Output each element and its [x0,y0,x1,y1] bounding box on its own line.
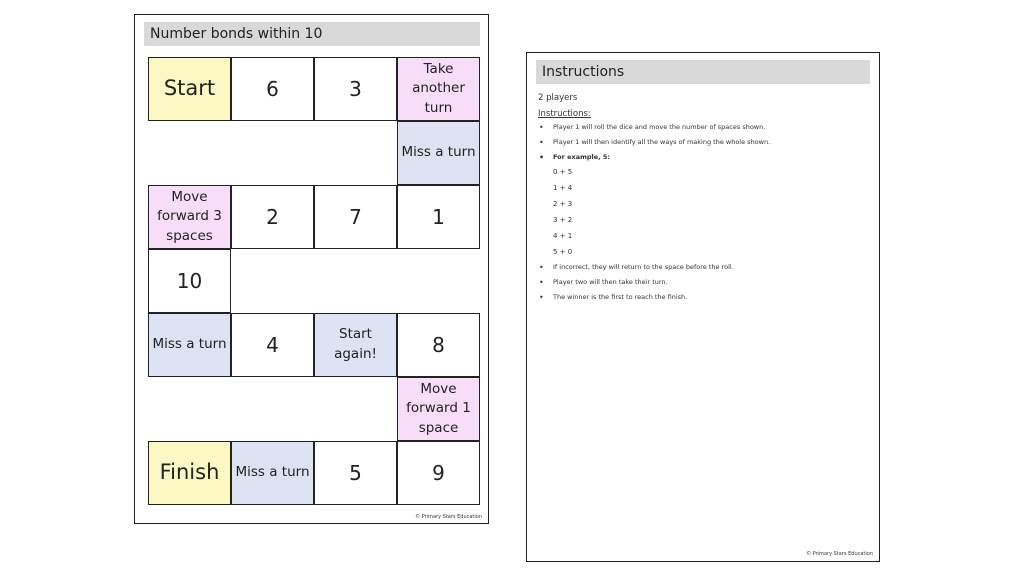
example-bond: 1 + 4 [553,184,573,193]
board-cell-start-again: Start again! [314,313,397,377]
board-cell-7: 7 [314,185,397,249]
instructions-title: Instructions [536,60,870,84]
board-cell-6: 6 [231,57,314,121]
instruction-item: • If incorrect, they will return to the space before the roll. [538,264,868,272]
board-cell-miss-a-turn: Miss a turn [231,441,314,505]
board-cell-2: 2 [231,185,314,249]
board-cell-5: 5 [314,441,397,505]
example-bond: 5 + 0 [553,248,573,257]
instructions-page [526,52,880,562]
instructions-copyright: © Primary Stars Education [806,551,873,557]
players-count: 2 players [538,93,578,103]
example-bond: 2 + 3 [553,200,573,209]
board-cell-miss-a-turn: Miss a turn [397,121,480,185]
instruction-item: • Player 1 will then identify all the ways of making the whole shown. [538,139,868,147]
board-cell-miss-a-turn: Miss a turn [148,313,231,377]
board-cell-8: 8 [397,313,480,377]
board-cell-start: Start [148,57,231,121]
board-copyright: © Primary Stars Education [415,514,482,520]
board-cell-9: 9 [397,441,480,505]
board-cell-move-forward-3: Move forward 3 spaces [148,185,231,249]
board-cell-4: 4 [231,313,314,377]
board-title: Number bonds within 10 [144,22,480,46]
game-board-page [134,14,489,524]
example-bond: 3 + 2 [553,216,573,225]
instruction-item: • Player two will then take their turn. [538,279,868,287]
example-bond: 0 + 5 [553,168,573,177]
board-cell-take-another-turn: Take another turn [397,57,480,121]
board-cell-10: 10 [148,249,231,313]
instructions-body [538,93,868,309]
instructions-subheading: Instructions: [538,109,591,119]
instruction-item: • For example, 5: [538,154,868,162]
board-cell-move-forward-1: Move forward 1 space [397,377,480,441]
example-bond: 4 + 1 [553,232,573,241]
board-cell-finish: Finish [148,441,231,505]
instruction-item: • Player 1 will roll the dice and move the number of spaces shown. [538,124,868,132]
board-cell-1: 1 [397,185,480,249]
instruction-item: • The winner is the first to reach the finish. [538,294,868,302]
board-cell-3: 3 [314,57,397,121]
